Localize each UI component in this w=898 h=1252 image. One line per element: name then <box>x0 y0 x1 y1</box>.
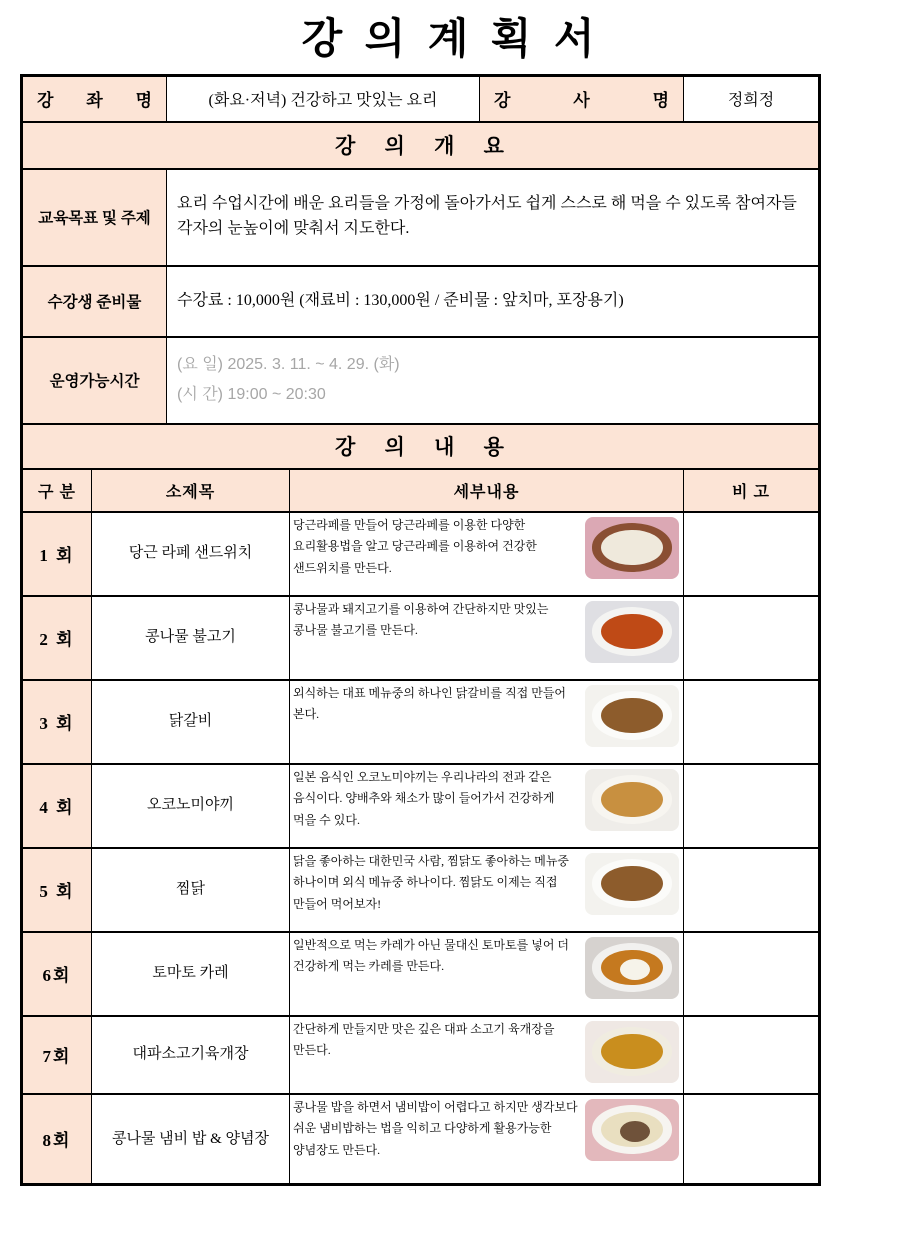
materials-row <box>22 266 820 337</box>
goal-label: 교육목표 및 주제 <box>22 169 167 266</box>
note-cell <box>684 1016 820 1094</box>
session-number: 8회 <box>22 1094 92 1185</box>
content-row <box>22 512 820 596</box>
detail-text: 일반적으로 먹는 카레가 아닌 물대신 토마토를 넣어 더 건강하게 먹는 카레를 만든다. <box>293 937 570 974</box>
detail-cell <box>290 1016 684 1094</box>
lecture-plan-table <box>20 74 821 1186</box>
note-cell <box>684 932 820 1016</box>
food-shape <box>601 866 663 902</box>
instructor-label: 강 사 명 <box>480 76 684 122</box>
content-row <box>22 764 820 848</box>
tomato-curry-photo <box>585 937 679 999</box>
content-row <box>22 1094 820 1185</box>
session-number: 2 회 <box>22 596 92 680</box>
food-center-shape <box>620 1121 650 1142</box>
detail-text: 콩나물과 돼지고기를 이용하여 간단하지만 맛있는 콩나물 불고기를 만든다. <box>293 601 549 638</box>
schedule-row <box>22 337 820 424</box>
session-number: 1 회 <box>22 512 92 596</box>
materials-value: 수강료 : 10,000원 (재료비 : 130,000원 / 준비물 : 앞치마, 포장용기) <box>167 266 820 337</box>
food-shape <box>601 782 663 818</box>
content-row <box>22 1016 820 1094</box>
overview-section-title: 강 의 개 요 <box>22 122 820 169</box>
dish-title: 대파소고기육개장 <box>92 1016 290 1094</box>
col-header-subtitle: 소제목 <box>92 469 290 512</box>
session-number: 5 회 <box>22 848 92 932</box>
detail-cell <box>290 1094 684 1185</box>
col-header-session: 구 분 <box>22 469 92 512</box>
food-shape <box>601 614 663 650</box>
carrot-rape-sandwich-photo <box>585 517 679 579</box>
content-section-row <box>22 424 820 469</box>
content-row <box>22 932 820 1016</box>
column-header-row <box>22 469 820 512</box>
col-header-details: 세부내용 <box>290 469 684 512</box>
food-shape <box>601 1034 663 1070</box>
session-number: 6회 <box>22 932 92 1016</box>
goal-value: 요리 수업시간에 배운 요리들을 가정에 돌아가서도 쉽게 스스로 해 먹을 수 있도록 참여자들 각자의 눈높이에 맞춰서 지도한다. <box>167 169 820 266</box>
detail-cell <box>290 764 684 848</box>
yukgaejang-photo <box>585 1021 679 1083</box>
detail-cell <box>290 848 684 932</box>
detail-text: 일본 음식인 오코노미야끼는 우리나라의 전과 같은 음식이다. 양배추와 채소가 많이 들어가서 건강하게 먹을 수 있다. <box>293 769 555 827</box>
note-cell <box>684 1094 820 1185</box>
dakgalbi-photo <box>585 685 679 747</box>
content-row <box>22 848 820 932</box>
detail-text: 당근라페를 만들어 당근라페를 이용한 다양한 요리활용법을 알고 당근라페를 이용하여 건강한 샌드위치를 만든다. <box>293 517 537 575</box>
dish-title: 토마토 카레 <box>92 932 290 1016</box>
instructor-value: 정희정 <box>684 76 820 122</box>
col-header-notes: 비 고 <box>684 469 820 512</box>
schedule-label: 운영가능시간 <box>22 337 167 424</box>
bean-sprout-bulgogi-photo <box>585 601 679 663</box>
content-row <box>22 596 820 680</box>
content-section-title: 강 의 내 용 <box>22 424 820 469</box>
food-shape <box>601 698 663 734</box>
materials-label: 수강생 준비물 <box>22 266 167 337</box>
detail-cell <box>290 512 684 596</box>
schedule-hours: (시 간) 19:00 ~ 20:30 <box>177 386 326 403</box>
page-title: 강 의 계 획 서 <box>301 17 597 63</box>
note-cell <box>684 848 820 932</box>
detail-cell <box>290 932 684 1016</box>
goal-row <box>22 169 820 266</box>
note-cell <box>684 512 820 596</box>
content-row <box>22 680 820 764</box>
jjimdak-photo <box>585 853 679 915</box>
dish-title: 콩나물 냄비 밥 & 양념장 <box>92 1094 290 1185</box>
note-cell <box>684 596 820 680</box>
dish-title: 오코노미야끼 <box>92 764 290 848</box>
food-center-shape <box>620 959 650 980</box>
detail-text: 간단하게 만들지만 맛은 깊은 대파 소고기 육개장을 만든다. <box>293 1021 555 1058</box>
detail-cell <box>290 680 684 764</box>
course-info-row <box>22 76 820 122</box>
course-name-label: 강 좌 명 <box>22 76 167 122</box>
dish-title: 닭갈비 <box>92 680 290 764</box>
session-number: 4 회 <box>22 764 92 848</box>
detail-cell <box>290 596 684 680</box>
note-cell <box>684 680 820 764</box>
dish-title: 콩나물 불고기 <box>92 596 290 680</box>
note-cell <box>684 764 820 848</box>
detail-text: 닭을 좋아하는 대한민국 사람, 찜닭도 좋아하는 메뉴중 하나이며 외식 메뉴중 하나이다. 찜닭도 이제는 직접 만들어 먹어보자! <box>293 853 570 911</box>
course-name-value: (화요·저녁) 건강하고 맛있는 요리 <box>167 76 480 122</box>
session-number: 7회 <box>22 1016 92 1094</box>
schedule-value <box>167 337 820 424</box>
dish-title: 찜닭 <box>92 848 290 932</box>
dish-title: 당근 라페 샌드위치 <box>92 512 290 596</box>
food-shape <box>601 530 663 566</box>
session-number: 3 회 <box>22 680 92 764</box>
okonomiyaki-photo <box>585 769 679 831</box>
detail-text: 콩나물 밥을 하면서 냄비밥이 어렵다고 하지만 생각보다 쉬운 냄비밥하는 법을 익히고 다양하게 활용가능한 양념장도 만든다. <box>293 1099 578 1157</box>
detail-text: 외식하는 대표 메뉴중의 하나인 닭갈비를 직접 만들어 본다. <box>293 685 567 722</box>
kongnamul-rice-photo <box>585 1099 679 1161</box>
overview-section-row <box>22 122 820 169</box>
schedule-days: (요 일) 2025. 3. 11. ~ 4. 29. (화) <box>177 355 400 373</box>
